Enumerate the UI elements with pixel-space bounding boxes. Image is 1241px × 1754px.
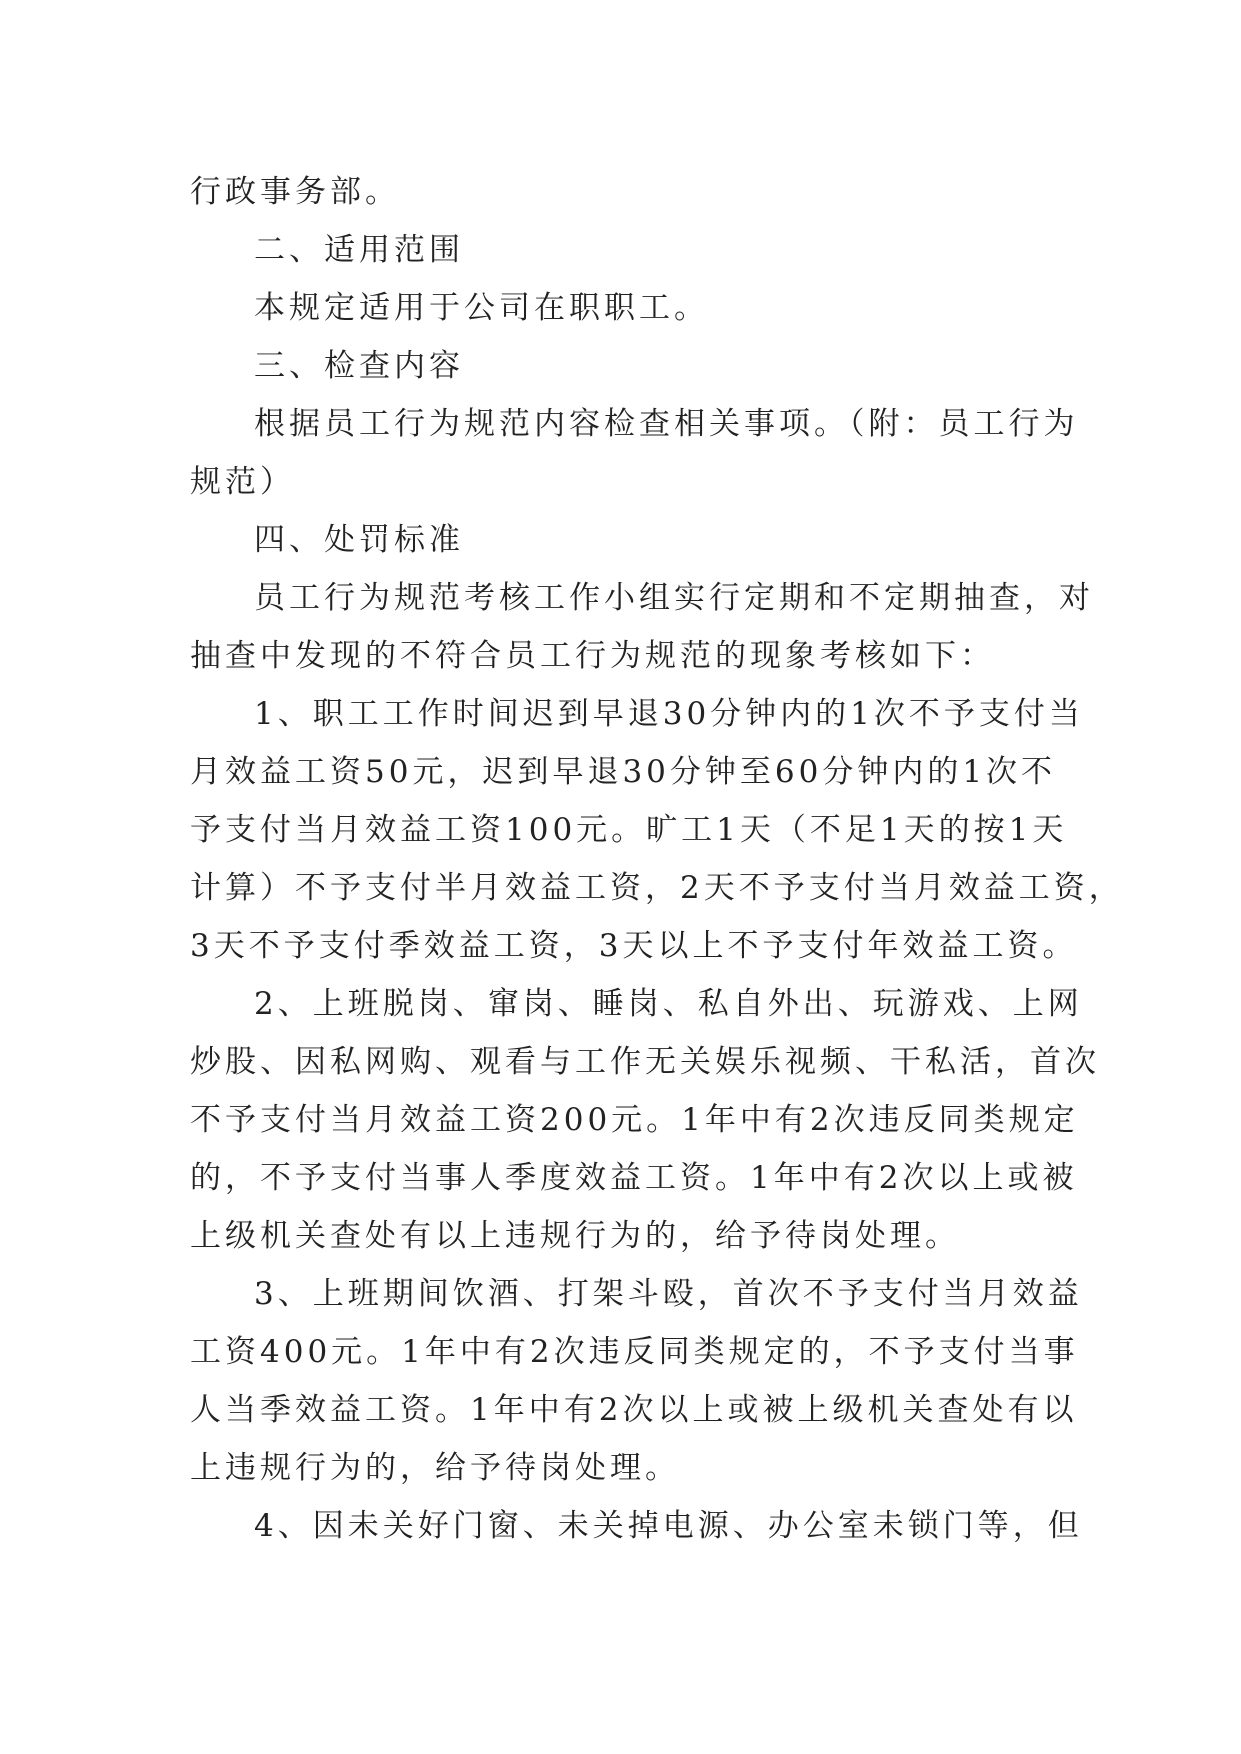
- document-text-line: 3天不予支付季效益工资，3天以上不予支付年效益工资。: [190, 928, 1078, 964]
- document-text-line: 行政事务部。: [190, 174, 400, 210]
- document-text-line: 根据员工行为规范内容检查相关事项。（附：员工行为: [254, 406, 1079, 442]
- document-text-line: 4、因未关好门窗、未关掉电源、办公室未锁门等，但: [254, 1508, 1083, 1544]
- document-text-line: 二、适用范围: [254, 232, 464, 268]
- document-body: [190, 163, 1124, 1555]
- document-text-line: 炒股、因私网购、观看与工作无关娱乐视频、干私活，首次: [190, 1044, 1100, 1080]
- document-text-line: 月效益工资50元，迟到早退30分钟至60分钟内的1次不: [190, 754, 1057, 790]
- document-text-line: 本规定适用于公司在职职工。: [254, 290, 709, 326]
- document-text-line: 上级机关查处有以上违规行为的，给予待岗处理。: [190, 1218, 960, 1254]
- document-text-line: 1、职工工作时间迟到早退30分钟内的1次不予支付当: [254, 696, 1084, 732]
- document-text-line: 规范）: [190, 464, 295, 500]
- document-text-line: 工资400元。1年中有2次违反同类规定的，不予支付当事: [190, 1334, 1079, 1370]
- document-text-line: 三、检查内容: [254, 348, 464, 384]
- document-text-line: 2、上班脱岗、窜岗、睡岗、私自外出、玩游戏、上网: [254, 986, 1083, 1022]
- document-text-line: 抽查中发现的不符合员工行为规范的现象考核如下：: [190, 638, 995, 674]
- document-text-line: 四、处罚标准: [254, 522, 464, 558]
- document-text-line: 3、上班期间饮酒、打架斗殴，首次不予支付当月效益: [254, 1276, 1083, 1312]
- document-text-line: 不予支付当月效益工资200元。1年中有2次违反同类规定: [190, 1102, 1079, 1138]
- document-text-line: 予支付当月效益工资100元。旷工1天（不足1天的按1天: [190, 812, 1068, 848]
- document-text-line: 上违规行为的，给予待岗处理。: [190, 1450, 680, 1486]
- document-text-line: 人当季效益工资。1年中有2次以上或被上级机关查处有以: [190, 1392, 1078, 1428]
- document-text-line: 员工行为规范考核工作小组实行定期和不定期抽查，对: [254, 580, 1094, 616]
- document-text-line: 计算）不予支付半月效益工资，2天不予支付当月效益工资，: [190, 870, 1124, 906]
- document-text-line: 的，不予支付当事人季度效益工资。1年中有2次以上或被: [190, 1160, 1078, 1196]
